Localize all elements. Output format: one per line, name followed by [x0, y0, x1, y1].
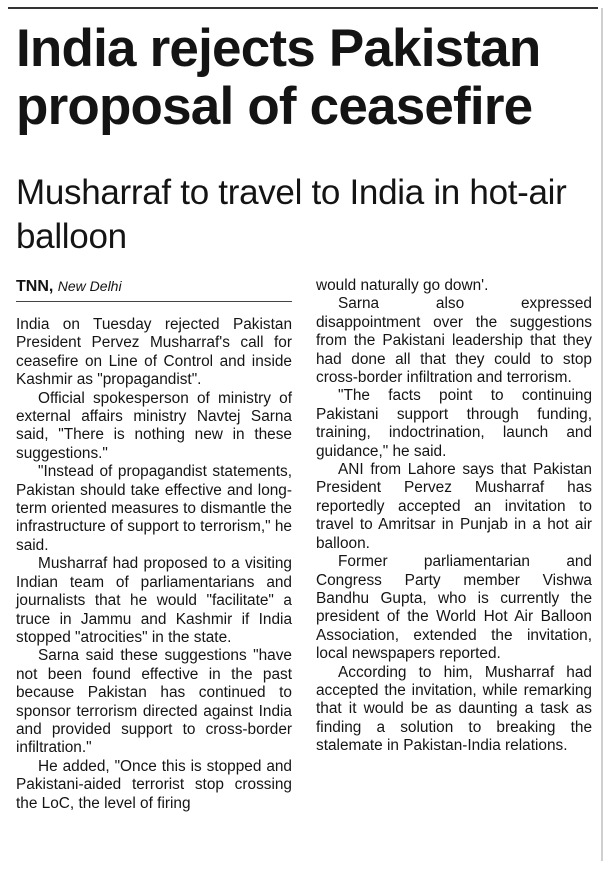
- paragraph: would naturally go down'.: [316, 277, 489, 294]
- paragraph: According to him, Musharraf had accepted the invitation, while remarking that it would be as daunting a task as finding a solution to breaking the stalemate in Pakistan-India relations.: [316, 663, 592, 755]
- article-column-2: [316, 277, 592, 756]
- page-edge-shadow: [601, 8, 603, 861]
- paragraph: India on Tuesday rejected Pakistan President Pervez Musharraf's call for ceasefire on Line of Control and inside Kashmir as "propagandist".: [16, 316, 292, 389]
- paragraph: Musharraf had proposed to a visiting Indian team of parliamentarians and journalists that he would "facilitate" a truce in Jammu and Kashmir if India stopped "atrocities" in the state.: [16, 555, 292, 646]
- byline: [16, 276, 122, 297]
- paragraph: Sarna said these suggestions "have not been found effective in the past because Pakistan has continued to sponsor terrorism directed against India and provided support to cross-border infiltration.": [16, 647, 292, 757]
- subheadline: Musharraf to travel to India in hot-air balloon: [16, 173, 567, 256]
- top-rule: [8, 7, 598, 9]
- paragraph: Former parliamentarian and Congress Party member Vishwa Bandhu Gupta, who is currently the president of the World Hot Air Balloon Association, extended the invitation, local newspapers reported.: [316, 553, 592, 663]
- headline: India rejects Pakistan proposal of ceasefire: [16, 19, 541, 136]
- byline-location: New Delhi: [57, 278, 122, 294]
- paragraph: Official spokesperson of ministry of external affairs ministry Navtej Sarna said, "There is nothing new in these suggestions.": [16, 389, 292, 462]
- paragraph: ANI from Lahore says that Pakistan President Pervez Musharraf has reportedly accepted an invitation to travel to Amritsar in Punjab in a hot air balloon.: [316, 461, 592, 552]
- paragraph: "Instead of propagandist statements, Pakistan should take effective and long-term oriented measures to dismantle the infrastructure of support to terrorism," he said.: [16, 463, 292, 554]
- paragraph: He added, "Once this is stopped and Pakistani-aided terrorist stop crossing the LoC, the level of firing: [16, 757, 292, 812]
- article-column-1: [16, 316, 292, 813]
- paragraph: Sarna also expressed disappointment over the suggestions from the Pakistani leadership that they had done all that they could to stop cross-border infiltration and terrorism.: [316, 295, 592, 387]
- byline-divider: [16, 301, 292, 302]
- byline-source: TNN,: [16, 278, 54, 295]
- paragraph: "The facts point to continuing Pakistani support through funding, training, indoctrination, launch and guidance," he said.: [316, 387, 592, 460]
